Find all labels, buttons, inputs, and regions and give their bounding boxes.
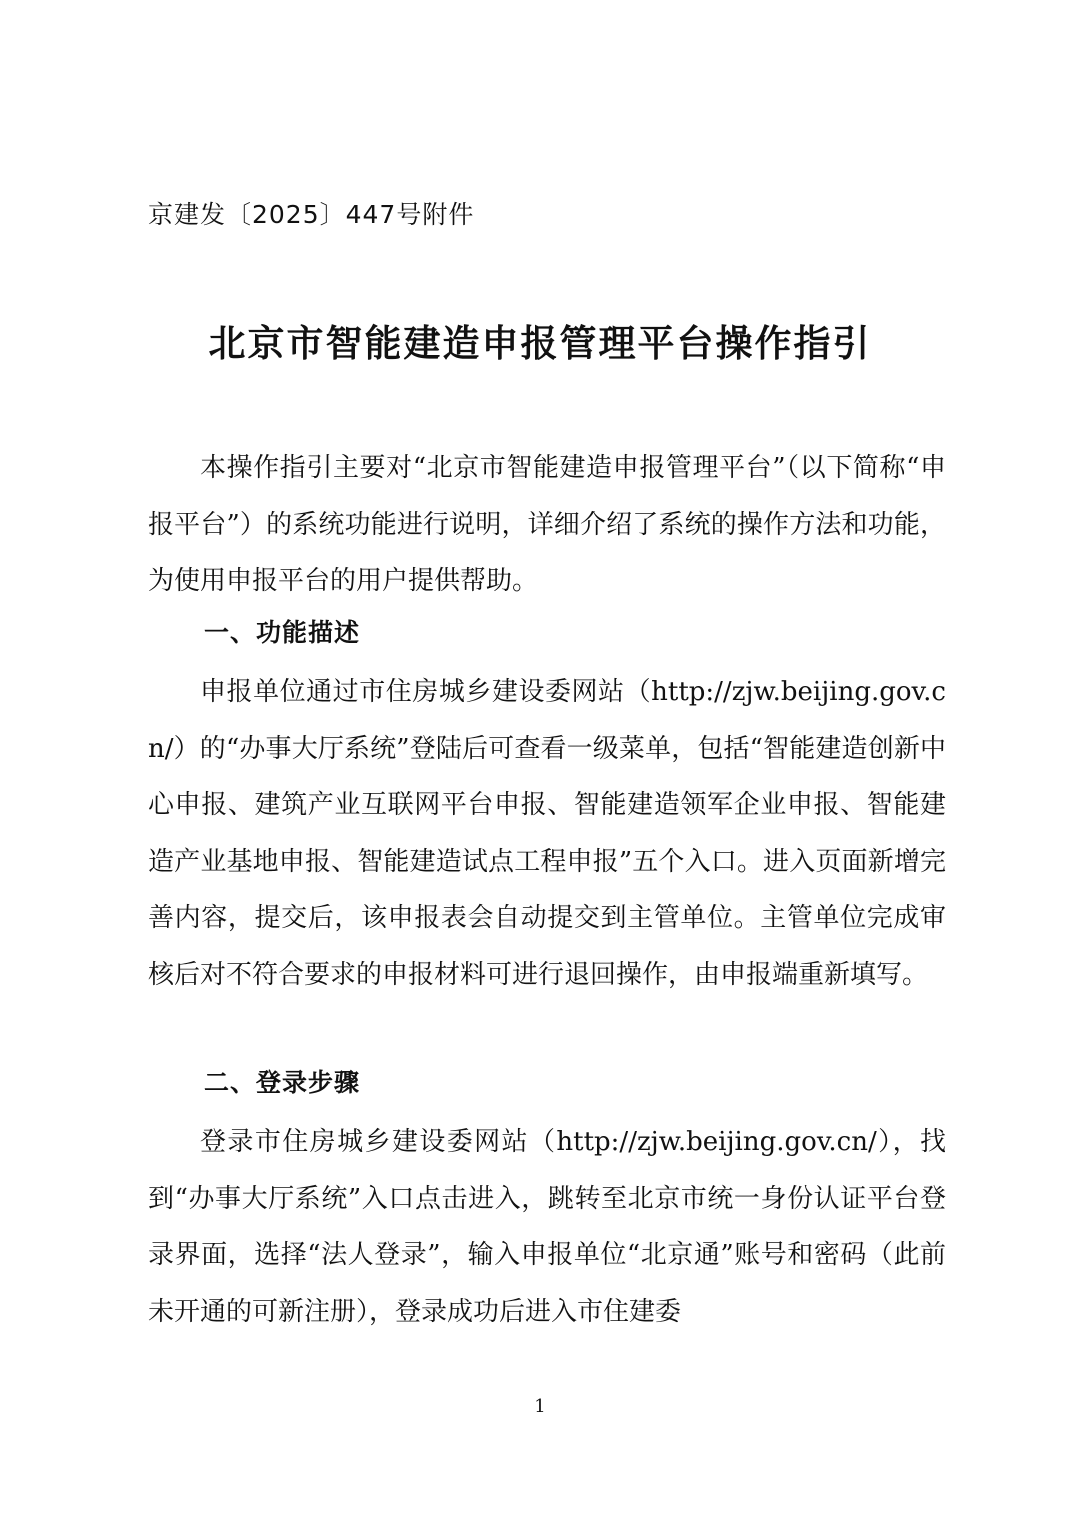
page-number: 1: [534, 1396, 546, 1417]
section-body-login-steps: 登录市住房城乡建设委网站（http://zjw.beijing.gov.cn/），找到“办事大厅系统”入口点击进入，跳转至北京市统一身份认证平台登录界面，选择“法人登录”，输入申报单位“北京通”账号和密码（此前未开通的可新注册），登录成功后进入市住建委: [148, 1127, 946, 1327]
document-title: 北京市智能建造申报管理平台操作指引: [208, 322, 872, 365]
intro-paragraph: 本操作指引主要对“北京市智能建造申报管理平台”（以下简称“申报平台”）的系统功能进行说明，详细介绍了系统的操作方法和功能，为使用申报平台的用户提供帮助。: [148, 453, 946, 596]
document-number: 京建发〔2025〕447号附件: [148, 200, 475, 229]
section-body-function-description: 申报单位通过市住房城乡建设委网站（http://zjw.beijing.gov.cn/）的“办事大厅系统”登陆后可查看一级菜单，包括“智能建造创新中心申报、建筑产业互联网平台申报、智能建造领军企业申报、智能建造产业基地申报、智能建造试点工程申报”五个入口。进入页面新增完善内容，提交后，该申报表会自动提交到主管单位。主管单位完成审核后对不符合要求的申报材料可进行退回操作，由申报端重新填写。: [148, 677, 946, 990]
section-heading-function-description: 一、功能描述: [204, 618, 361, 647]
section-heading-login-steps: 二、登录步骤: [204, 1068, 361, 1097]
